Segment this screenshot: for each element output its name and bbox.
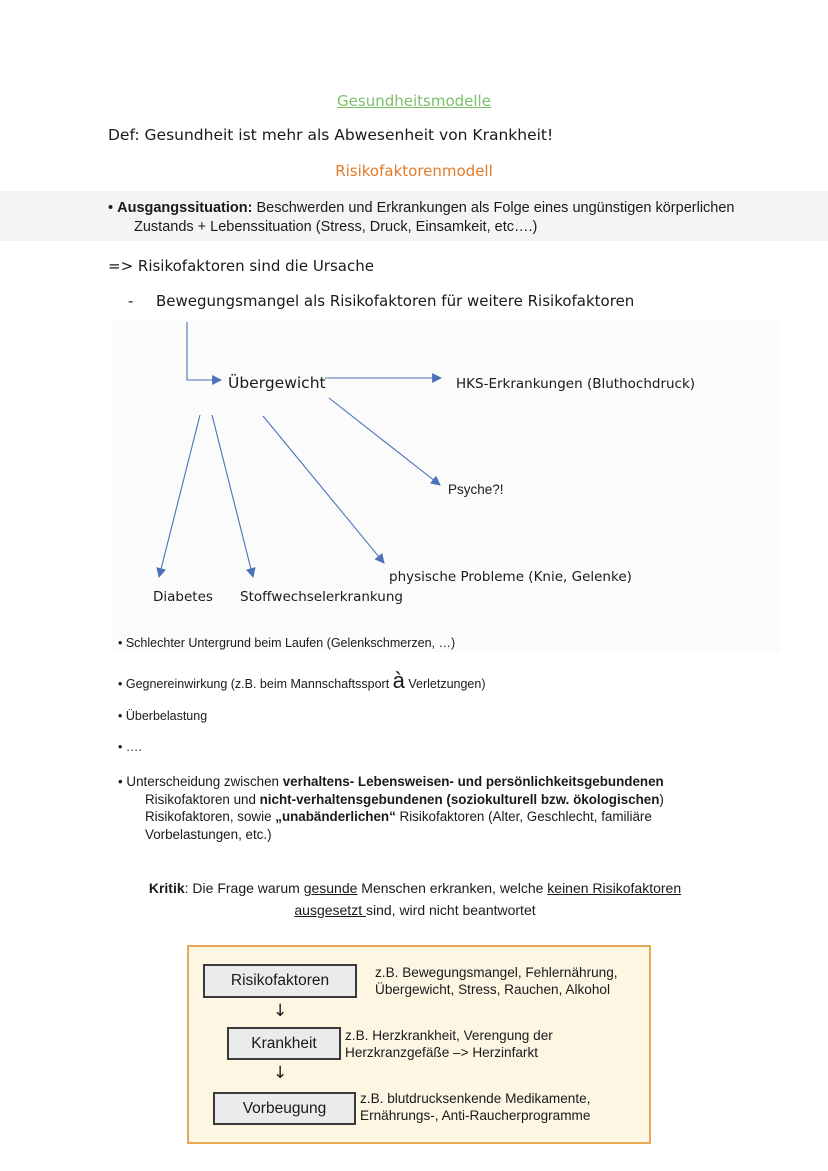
ausgangssituation-label: Ausgangssituation: xyxy=(117,200,253,216)
arrow-to-psyche xyxy=(329,398,440,485)
bullet-gegner-pre: • Gegnereinwirkung (z.B. beim Mannschaftssport xyxy=(118,677,393,691)
unterscheidung-bold2: nicht-verhaltensgebundenen (soziokulturell bzw. ökologischen xyxy=(259,791,660,807)
unterscheidung-l3a: Risikofaktoren, sowie xyxy=(145,809,276,824)
node-physische: physische Probleme (Knie, Gelenke) xyxy=(389,569,632,585)
unterscheidung-line3 xyxy=(118,808,738,826)
arrow-to-physische xyxy=(263,416,384,563)
flow-box-vorbeugung: Vorbeugung xyxy=(213,1092,356,1125)
flow-desc1a: z.B. Bewegungsmangel, Fehlernährung, xyxy=(375,965,618,980)
kritik-paragraph xyxy=(120,877,710,921)
unterscheidung-l3b: Risikofaktoren (Alter, Geschlecht, familiäre xyxy=(395,809,652,824)
unterscheidung-line4: Vorbelastungen, etc.) xyxy=(145,826,272,842)
bullet-ueberbelastung: • Überbelastung xyxy=(118,709,208,723)
kritik-t2: Menschen erkranken, welche xyxy=(357,880,548,896)
bullet-gegner-post: Verletzungen) xyxy=(404,677,486,691)
arrow-to-stoffwechsel xyxy=(212,415,253,577)
node-diabetes: Diabetes xyxy=(153,589,213,605)
flow-arrow-1: ↓ xyxy=(273,1001,288,1021)
unterscheidung-l2b: ) xyxy=(659,791,664,807)
flow-desc-risikofaktoren xyxy=(375,964,618,998)
ausgangssituation-text-line2: Zustands + Lebenssituation (Stress, Druck, Einsamkeit, etc….) xyxy=(134,219,538,235)
flow-desc3b: Ernährungs-, Anti-Raucherprogramme xyxy=(360,1108,591,1123)
flow-arrow-2: ↓ xyxy=(273,1063,288,1083)
arrow-to-diabetes xyxy=(159,415,200,577)
section-subtitle: Risikofaktorenmodell xyxy=(335,162,493,180)
kritik-u2: keinen Risikofaktoren xyxy=(547,880,682,896)
unterscheidung-l2a: Risikofaktoren und xyxy=(145,791,260,807)
flow-box-risikofaktoren: Risikofaktoren xyxy=(203,964,357,998)
node-psyche: Psyche?! xyxy=(448,482,504,497)
flow-desc3a: z.B. blutdrucksenkende Medikamente, xyxy=(360,1091,591,1106)
flow-desc-vorbeugung xyxy=(360,1090,590,1124)
kritik-t3: sind, wird nicht beantwortet xyxy=(365,902,536,918)
flow-desc2a: z.B. Herzkrankheit, Verengung der xyxy=(345,1028,553,1043)
kritik-u3: ausgesetzt xyxy=(294,902,366,918)
flow-desc-krankheit xyxy=(345,1027,553,1061)
ausgangssituation-text-line1: Beschwerden und Erkrankungen als Folge eines ungünstigen körperlichen xyxy=(252,200,735,216)
node-uebergewicht: Übergewicht xyxy=(228,374,326,392)
flow-desc1b: Übergewicht, Stress, Rauchen, Alkohol xyxy=(375,982,610,997)
bullet-gegnereinwirkung xyxy=(118,668,486,694)
arrow-to-uebergewicht xyxy=(187,322,221,380)
unterscheidung-line2 xyxy=(118,791,738,809)
flow-desc2b: Herzkranzgefäße –> Herzinfarkt xyxy=(345,1045,539,1060)
kritik-label: Kritik xyxy=(148,880,185,896)
node-stoffwechsel: Stoffwechselerkrankung xyxy=(240,589,403,605)
dash-mark: - xyxy=(128,292,134,310)
kritik-u1: gesunde xyxy=(303,880,358,896)
bullet-ellipsis: • …. xyxy=(118,740,142,754)
bullet-mark: • xyxy=(108,200,114,216)
unterscheidung-pre: • Unterscheidung zwischen xyxy=(118,774,283,789)
unterscheidung-bold1: verhaltens- Lebensweisen- und persönlichkeitsgebundenen xyxy=(282,774,664,789)
kritik-t1: : Die Frage warum xyxy=(184,880,304,896)
bewegungsmangel-text: Bewegungsmangel als Risikofaktoren für weitere Risikofaktoren xyxy=(156,292,635,310)
definition-text: Def: Gesundheit ist mehr als Abwesenheit von Krankheit! xyxy=(108,126,554,144)
bullet-unterscheidung xyxy=(118,773,738,843)
bullet-untergrund: • Schlechter Untergrund beim Laufen (Gelenkschmerzen, …) xyxy=(118,636,456,650)
ursache-line: => Risikofaktoren sind die Ursache xyxy=(108,257,374,275)
node-hks: HKS-Erkrankungen (Bluthochdruck) xyxy=(456,376,696,392)
flow-box-krankheit: Krankheit xyxy=(227,1027,341,1060)
page-title: Gesundheitsmodelle xyxy=(337,92,491,110)
flow-container xyxy=(187,945,651,1144)
unterscheidung-bold3: „unabänderlichen“ xyxy=(275,809,396,824)
arrow-symbol: à xyxy=(392,668,405,693)
